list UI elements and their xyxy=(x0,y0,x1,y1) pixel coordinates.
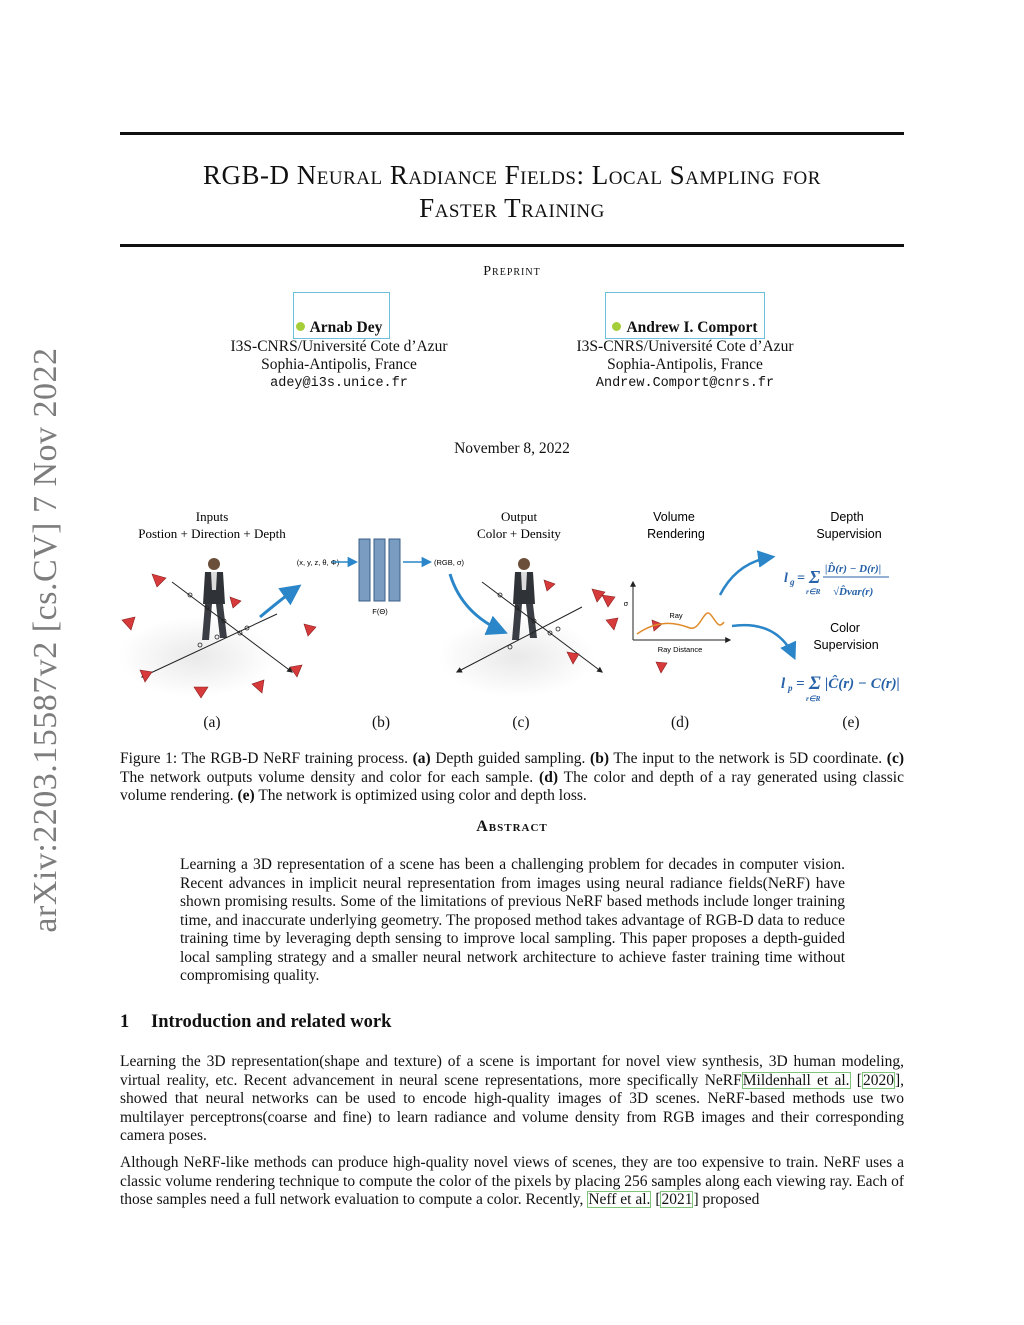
citation-mildenhall[interactable]: Mildenhall et al. xyxy=(742,1071,850,1089)
paper-title-line-1: RGB-D Neural Radiance Fields: Local Sampling for xyxy=(203,160,821,190)
svg-text:p: p xyxy=(788,683,793,693)
panel-d-volume-rendering xyxy=(602,510,730,673)
citation-neff[interactable]: Neff et al. xyxy=(588,1191,651,1208)
color-supervision-arrow xyxy=(732,625,794,657)
panel-c-network-output xyxy=(439,509,618,697)
intro-paragraph-1: Learning the 3D representation(shape and texture) of a scene is important for novel view synthesis, 3D human modeling, virtual reality, etc. Recent advancement in neural scene representations, more specifically NeRFMildenhall et al. [2020], showed that neural networks can be used to encode high-quality images of 3D scenes. NeRF-based methods use two multilayer perceptrons(coarse and fine) to learn radiance and volume density from RGB images and their corresponding camera poses. xyxy=(120,1053,904,1144)
sigma-label: σ xyxy=(623,599,629,608)
ray-distance-label: Ray Distance xyxy=(657,645,703,654)
panel-label-a: (a) xyxy=(203,714,221,731)
network-layer-2 xyxy=(374,539,385,601)
output-subtitle: Color + Density xyxy=(477,526,561,541)
abstract-body: Learning a 3D representation of a scene has been a challenging problem for decades in computer vision. Recent advances in implicit neural representation from images using neural radiance fields(NeRF) have shown promising results. Some of the limitations of previous NeRF based methods include longer training time, and inaccurate underlying geometry. The proposed method takes advantage of RGB-D data to reduce training time by leveraging depth sensing to improve local sampling. This paper proposes a depth-guided local sampling strategy and a smaller neural network architecture to achieve faster training time without compromising quality. xyxy=(180,856,845,984)
title-top-rule xyxy=(120,132,904,135)
depth-supervision-arrow xyxy=(720,557,772,595)
volume-subtitle: Rendering xyxy=(647,527,705,541)
color-supervision-subtitle: Supervision xyxy=(813,638,879,652)
intro-paragraph-2: Although NeRF-like methods can produce high-quality novel views of scenes, they are too expensive to train. NeRF uses a classic volume rendering technique to compute the color of the pixels by placing 256 samples along each viewing ray. Each of those samples need a full network evaluation to compute a color. Recently, Neff et al. [2021] proposed xyxy=(120,1154,904,1208)
network-label: F(Θ) xyxy=(372,607,388,616)
svg-text:=: = xyxy=(796,676,805,692)
figure-1-caption: Figure 1: The RGB-D NeRF training process. (a) Depth guided sampling. (b) The input to the network is 5D coordinate. (c) The network outputs volume density and color for each sample. (d) The color and depth of a ray generated using classic volume rendering. (e) The network is optimized using color and depth loss. xyxy=(120,750,904,804)
depth-supervision-subtitle: Supervision xyxy=(816,527,882,541)
publication-date: November 8, 2022 xyxy=(454,440,570,457)
orcid-icon[interactable] xyxy=(296,322,305,331)
svg-text:√D̂var(r): √D̂var(r) xyxy=(833,586,874,598)
author-2-email[interactable]: Andrew.Comport@cnrs.fr xyxy=(595,375,775,391)
svg-text:g: g xyxy=(790,577,795,587)
author-1-location: Sophia-Antipolis, France xyxy=(261,356,417,373)
author-1-email[interactable]: adey@i3s.unice.fr xyxy=(270,375,408,391)
input-vector-label: (x, y, z, θ, Φ) xyxy=(296,558,340,567)
abstract-heading: Abstract xyxy=(476,818,548,835)
svg-text:Σ: Σ xyxy=(809,673,821,694)
arxiv-identifier: arXiv:2203.15587v2 [cs.CV] 7 Nov 2022 xyxy=(27,347,64,933)
panel-e-supervision xyxy=(720,510,900,703)
author-1-name[interactable]: Arnab Dey xyxy=(309,319,383,336)
section-1-heading xyxy=(120,1012,391,1033)
preprint-label: Preprint xyxy=(483,264,541,279)
panel-a-depth-guided-sampling xyxy=(119,509,316,698)
svg-text:l: l xyxy=(784,571,788,586)
section-number: 1 xyxy=(120,1012,130,1032)
network-layer-3 xyxy=(389,539,400,601)
panel-b-network-input xyxy=(297,539,465,616)
citation-mildenhall-year[interactable]: 2020 xyxy=(862,1071,894,1089)
color-loss-equation xyxy=(781,673,900,703)
panel-label-c: (c) xyxy=(512,714,530,731)
panel-label-e: (e) xyxy=(842,714,860,731)
camera-frustums xyxy=(602,595,667,673)
svg-text:|D̂(r) − D(r)|: |D̂(r) − D(r)| xyxy=(825,563,882,575)
network-layer-1 xyxy=(359,539,370,601)
panel-a-curved-arrow xyxy=(260,587,298,617)
output-title: Output xyxy=(500,509,538,524)
svg-text:|Ĉ(r) − C(r)|: |Ĉ(r) − C(r)| xyxy=(825,676,900,692)
depth-loss-equation xyxy=(784,562,889,598)
inputs-subtitle: Postion + Direction + Depth xyxy=(138,526,286,541)
panel-label-d: (d) xyxy=(670,714,690,731)
orcid-icon[interactable] xyxy=(612,322,621,331)
section-title: Introduction and related work xyxy=(151,1012,392,1032)
color-supervision-title: Color xyxy=(830,621,860,635)
svg-text:r∈R: r∈R xyxy=(806,587,821,596)
author-2-name[interactable]: Andrew I. Comport xyxy=(626,319,758,336)
depth-supervision-title: Depth xyxy=(830,510,864,524)
author-2-location: Sophia-Antipolis, France xyxy=(607,356,763,373)
author-2 xyxy=(545,319,825,393)
figure-1-diagram xyxy=(112,502,912,712)
paper-title-line-2: Faster Training xyxy=(419,193,605,223)
author-2-affiliation: I3S-CNRS/Université Cote d’Azur xyxy=(576,337,794,355)
svg-text:Σ: Σ xyxy=(809,567,821,587)
volume-title: Volume xyxy=(653,510,695,524)
inputs-title: Inputs xyxy=(195,509,229,524)
svg-text:r∈R: r∈R xyxy=(806,694,821,703)
author-1 xyxy=(199,319,479,393)
svg-text:l: l xyxy=(781,676,786,692)
citation-neff-year[interactable]: 2021 xyxy=(661,1191,693,1208)
title-bottom-rule xyxy=(120,244,904,247)
output-vector-label: (RGB, σ) xyxy=(433,558,465,567)
ray-label: Ray xyxy=(669,611,683,620)
svg-text:=: = xyxy=(797,571,805,586)
panel-label-b: (b) xyxy=(371,714,391,731)
author-1-affiliation: I3S-CNRS/Université Cote d’Azur xyxy=(230,337,448,355)
floor-disc xyxy=(119,617,275,697)
